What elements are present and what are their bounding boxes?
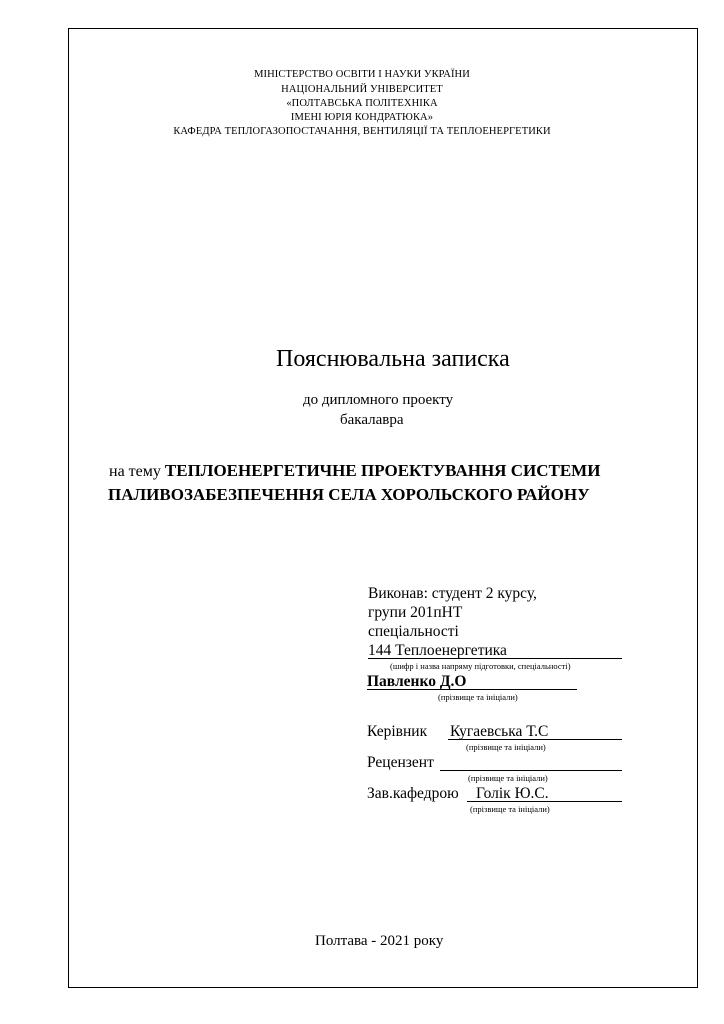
page-border [68, 28, 698, 988]
page-title: Пояснювальна записка [276, 346, 510, 372]
author-group: групи 201пНТ [368, 604, 463, 621]
author-specialty-label: спеціальності [368, 623, 459, 640]
supervisor-hint: (прізвище та ініціали) [466, 742, 546, 752]
head-of-dept-name: Голік Ю.С. [476, 785, 549, 802]
head-of-dept-underline [467, 801, 622, 802]
head-of-dept-hint: (прізвище та ініціали) [470, 804, 550, 814]
author-name: Павленко Д.О [367, 673, 467, 690]
specialty-underline [368, 658, 622, 659]
author-name-hint: (прізвище та ініціали) [438, 692, 518, 702]
supervisor-label: Керівник [367, 723, 428, 740]
reviewer-hint: (прізвище та ініціали) [468, 773, 548, 783]
specialty-hint: (шифр і назва напряму підготовки, спеціальності) [390, 661, 571, 671]
theme-title-line2: ПАЛИВОЗАБЕЗПЕЧЕННЯ СЕЛА ХОРОЛЬСКОГО РАЙОНУ [108, 485, 590, 504]
author-name-underline [367, 689, 577, 690]
theme-prefix: на тему [109, 463, 165, 480]
ministry-line: МІНІСТЕРСТВО ОСВІТИ І НАУКИ УКРАЇНИ [254, 69, 470, 80]
university-name-line1: «ПОЛТАВСЬКА ПОЛІТЕХНІКА [286, 98, 438, 109]
subtitle-project: до дипломного проекту [303, 392, 454, 408]
subtitle-degree: бакалавра [340, 412, 404, 428]
author-course: Виконав: студент 2 курсу, [368, 585, 537, 602]
department-line: КАФЕДРА ТЕПЛОГАЗОПОСТАЧАННЯ, ВЕНТИЛЯЦІЇ ТА ТЕПЛОЕНЕРГЕТИКИ [173, 126, 551, 137]
city-year: Полтава - 2021 року [315, 933, 444, 949]
theme-line1 [109, 461, 600, 481]
author-specialty: 144 Теплоенергетика [368, 642, 507, 659]
reviewer-label: Рецензент [367, 754, 434, 771]
supervisor-name: Кугаевська Т.С [450, 723, 549, 740]
university-name-line2: ІМЕНІ ЮРІЯ КОНДРАТЮКА» [290, 112, 434, 123]
supervisor-underline [448, 739, 622, 740]
reviewer-underline [440, 770, 622, 771]
theme-title-line1: ТЕПЛОЕНЕРГЕТИЧНЕ ПРОЕКТУВАННЯ СИСТЕМИ [164, 461, 601, 480]
head-of-dept-label: Зав.кафедрою [367, 785, 459, 802]
university-line: НАЦІОНАЛЬНИЙ УНІВЕРСИТЕТ [281, 84, 443, 95]
